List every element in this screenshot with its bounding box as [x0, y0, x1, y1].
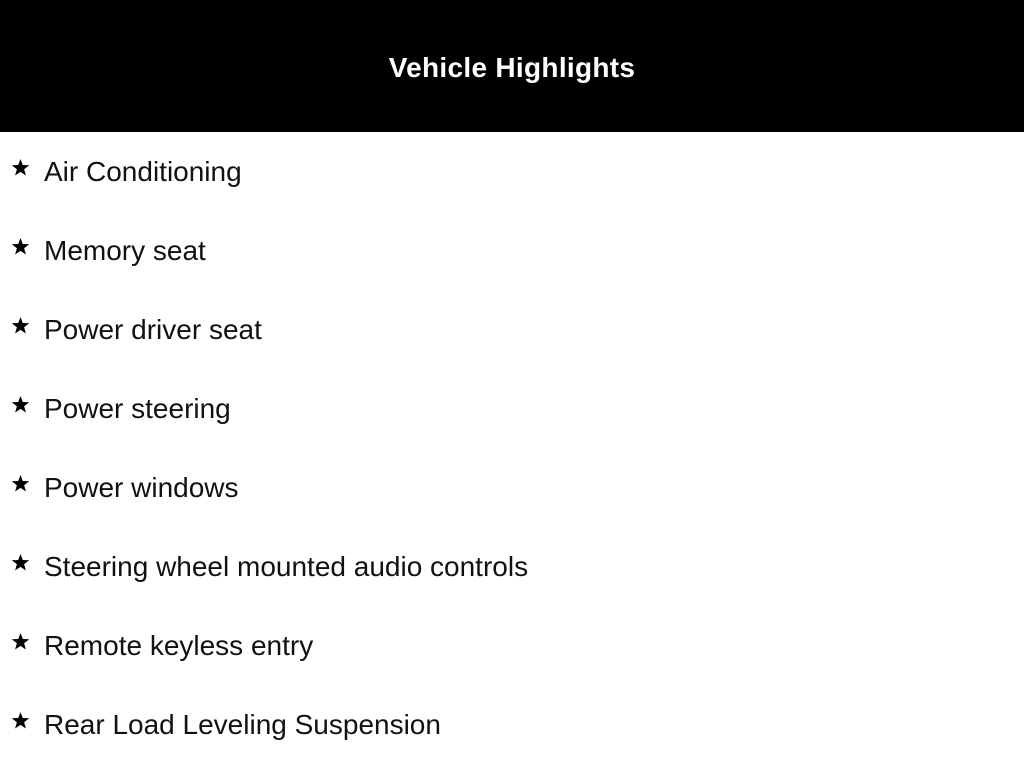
list-item-label: Power windows [44, 471, 239, 503]
list-item [0, 132, 1024, 211]
star-icon [0, 237, 44, 256]
highlights-list [0, 132, 1024, 764]
list-item-label: Steering wheel mounted audio controls [44, 550, 529, 582]
list-item [0, 290, 1024, 369]
star-icon [0, 158, 44, 177]
list-item [0, 211, 1024, 290]
list-item-label: Power driver seat [44, 313, 262, 345]
list-item [0, 685, 1024, 764]
list-item-label: Air Conditioning [44, 155, 242, 187]
list-item-label: Remote keyless entry [44, 629, 314, 661]
list-item-label: Memory seat [44, 234, 206, 266]
page-header [0, 0, 1024, 132]
list-item [0, 527, 1024, 606]
page-title: Vehicle Highlights [388, 52, 636, 83]
list-item [0, 606, 1024, 685]
star-icon [0, 474, 44, 493]
list-item-label: Power steering [44, 392, 231, 424]
star-icon [0, 395, 44, 414]
star-icon [0, 316, 44, 335]
star-icon [0, 711, 44, 730]
list-item-label: Rear Load Leveling Suspension [44, 708, 441, 740]
star-icon [0, 553, 44, 572]
star-icon [0, 632, 44, 651]
list-item [0, 448, 1024, 527]
list-item [0, 369, 1024, 448]
